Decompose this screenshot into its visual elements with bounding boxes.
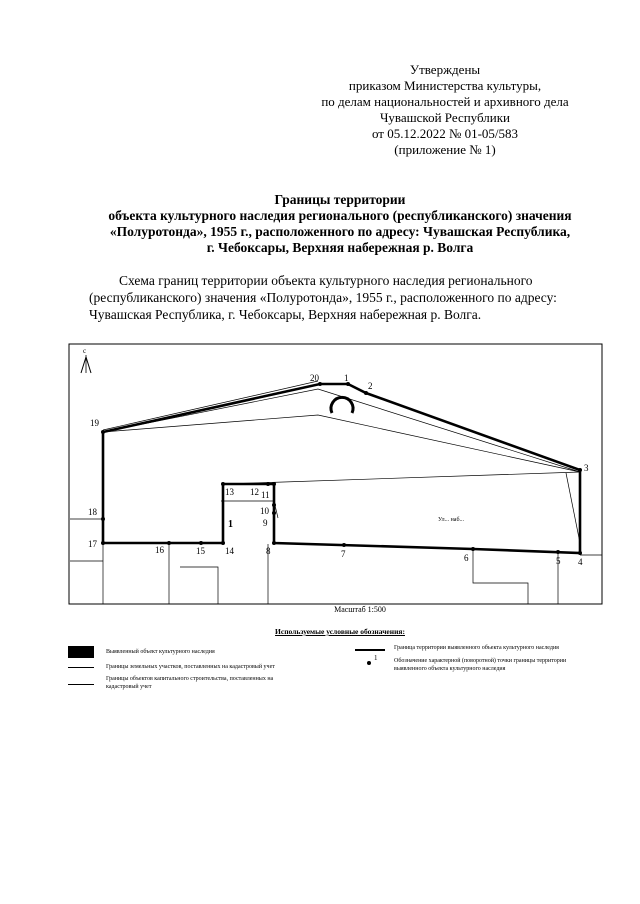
approval-line-6: (приложение № 1) (394, 142, 496, 157)
approval-line-3: по делам национальностей и архивного дела (321, 94, 569, 109)
point-label-16: 16 (155, 545, 164, 555)
approval-line-1: Утверждены (409, 62, 481, 77)
description-line-3: Чувашская Республика, г. Чебоксары, Верхняя набережная р. Волга. (89, 307, 482, 322)
turning-point-8 (272, 541, 276, 545)
turning-point-14 (221, 541, 225, 545)
turning-point-2 (364, 391, 368, 395)
point-label-5: 5 (556, 556, 561, 566)
point-label-19: 19 (90, 418, 99, 428)
title-line-3: «Полуротонда», 1955 г., расположенного по адресу: Чувашская Республика, (109, 224, 571, 239)
turning-point-11 (272, 482, 276, 486)
point-label-18: 18 (88, 507, 97, 517)
legend-capital-objects-line-1: Границы объектов капитального строительства, поставленных на (106, 676, 274, 682)
point-label-20: 20 (310, 373, 319, 383)
turning-point-6 (471, 547, 475, 551)
title-line-2: объекта культурного наследия регионального (республиканского) значения (108, 208, 572, 223)
land-plots-swatch (68, 667, 94, 668)
legend-heading: Используемые условные обозначения: (275, 627, 405, 636)
turning-point-swatch (367, 661, 371, 665)
point-label-9: 9 (263, 518, 268, 528)
point-label-6: 6 (464, 553, 469, 563)
point-label-8: 8 (266, 546, 271, 556)
description-paragraph (89, 272, 597, 323)
title-line-4: г. Чебоксары, Верхняя набережная р. Волга (206, 240, 474, 255)
legend-turning-point-number: 1 (374, 654, 378, 662)
turning-point-5 (556, 550, 560, 554)
capital-objects-swatch (68, 684, 94, 685)
turning-point-18 (101, 517, 105, 521)
legend-identified-object: Выявленный объект культурного наследия (106, 649, 215, 655)
title-line-1: Границы территории (274, 192, 406, 207)
turning-point-3 (578, 468, 582, 472)
territory-boundary-swatch (355, 649, 385, 651)
turning-point-17 (101, 541, 105, 545)
point-labels (88, 373, 589, 567)
approval-line-2: приказом Министерства культуры, (348, 78, 542, 93)
turning-point-19 (101, 430, 105, 434)
turning-point-9 (272, 511, 276, 515)
point-label-14: 14 (225, 546, 234, 556)
legend-turning-point-line-2: выявленного объекта культурного наследия (394, 666, 506, 672)
object-marker: 1 (228, 519, 233, 530)
document-title (60, 192, 620, 256)
turning-point-7 (342, 543, 346, 547)
turning-point-10 (272, 503, 276, 507)
identified-object-swatch (68, 646, 94, 658)
point-label-2: 2 (368, 381, 373, 391)
legend-turning-point-line-1: Обозначение характерной (поворотной) точки границы территории (394, 658, 567, 664)
rotunda-object-icon (331, 397, 353, 413)
turning-point-4 (578, 551, 582, 555)
north-arrow-icon (81, 355, 91, 373)
approval-line-5: от 05.12.2022 № 01-05/583 (371, 126, 519, 141)
cadastral-lines (70, 381, 602, 604)
point-label-11: 11 (261, 490, 270, 500)
description-line-2: (республиканского) значения «Полуротонда», 1955 г., расположенного по адресу: (89, 290, 557, 305)
boundary-scheme (68, 343, 603, 605)
street-label: Ул... наб... (438, 517, 464, 523)
turning-point-15 (199, 541, 203, 545)
legend-capital-objects-line-2: кадастровый учет (106, 684, 152, 690)
point-label-1: 1 (344, 373, 349, 383)
scale-label: Масштаб 1:500 (334, 605, 386, 614)
point-label-7: 7 (341, 549, 346, 559)
territory-boundary (103, 384, 580, 553)
approval-line-4: Чувашской Республики (379, 110, 511, 125)
approval-block (300, 62, 590, 158)
point-label-3: 3 (584, 463, 589, 473)
point-label-12: 12 (250, 487, 259, 497)
point-label-4: 4 (578, 557, 583, 567)
point-label-13: 13 (225, 487, 234, 497)
point-label-10: 10 (260, 506, 269, 516)
point-label-15: 15 (196, 546, 205, 556)
legend-territory-boundary: Граница территории выявленного объекта культурного наследия (394, 645, 559, 651)
description-line-1: Схема границ территории объекта культурного наследия регионального (119, 273, 533, 288)
turning-point-13 (221, 482, 225, 486)
point-label-17: 17 (88, 539, 97, 549)
north-label: с (83, 347, 87, 355)
legend-land-plots: Границы земельных участков, поставленных на кадастровый учет (106, 664, 275, 670)
turning-point-12 (266, 482, 270, 486)
turning-points (101, 382, 582, 555)
turning-point-16 (167, 541, 171, 545)
